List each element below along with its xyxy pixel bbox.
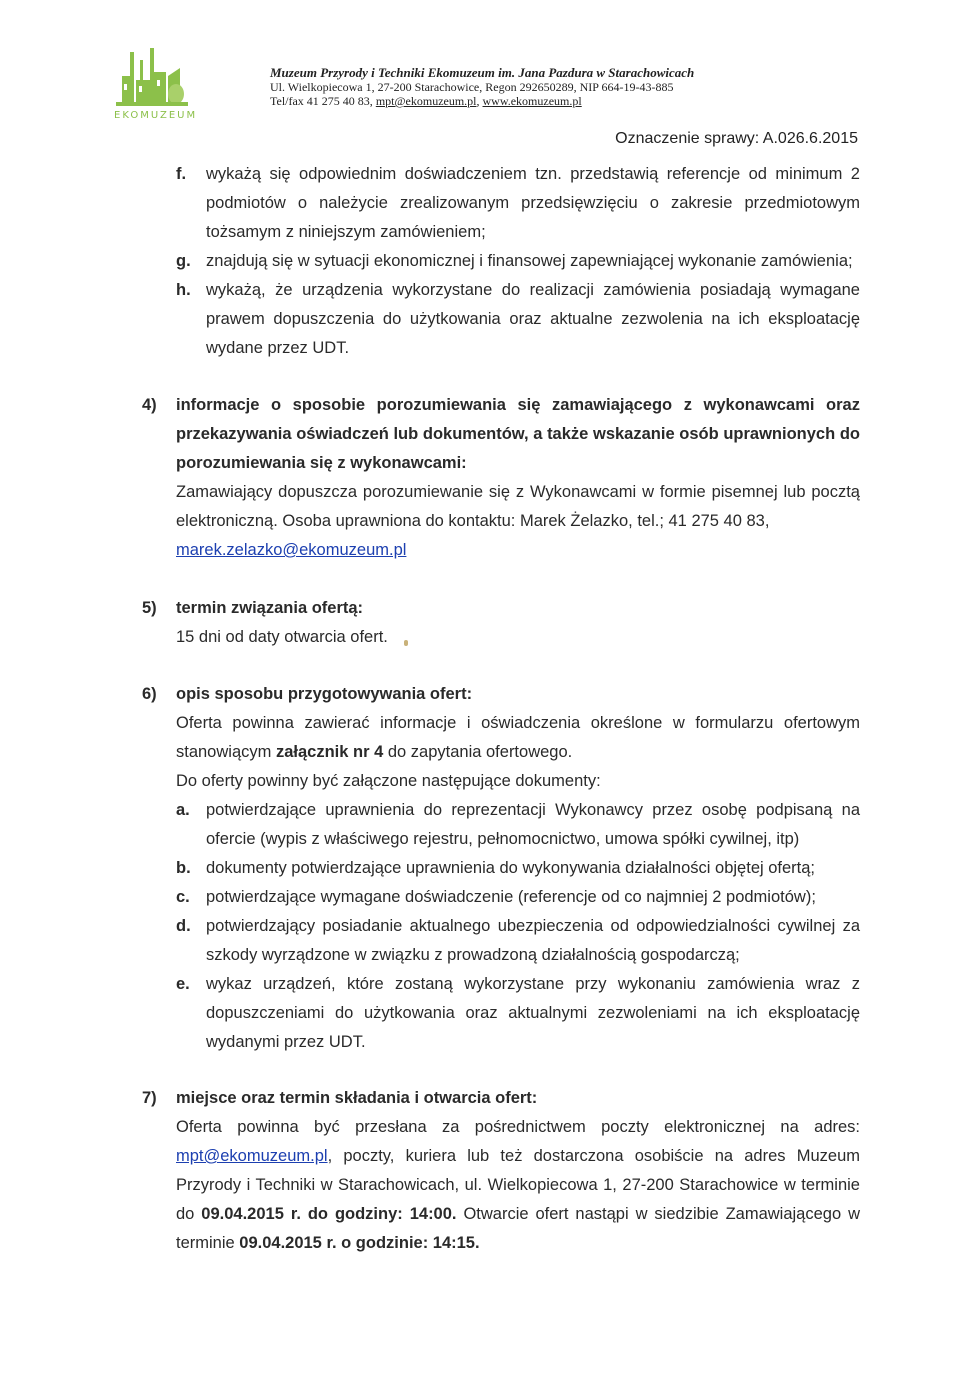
- condition-item: [0, 276, 960, 363]
- item-letter: a.: [176, 801, 190, 819]
- item-text: potwierdzające uprawnienia do reprezentacji Wykonawcy przez osobę podpisaną na ofercie (wypis z właściwego rejestru, pełnomocnictwo, umowa spółki cywilnej, itp): [206, 801, 860, 848]
- case-number: Oznaczenie sprawy: A.026.6.2015: [615, 130, 858, 147]
- letterhead: [270, 66, 750, 108]
- body-text: Oferta powinna być przesłana za pośrednictwem poczty elektronicznej na adres:: [176, 1118, 860, 1136]
- conditions-list: [0, 160, 960, 363]
- section-body: [0, 709, 960, 767]
- header-email-link[interactable]: mpt@ekomuzeum.pl: [375, 94, 477, 108]
- institution-contact: [270, 94, 750, 108]
- document-item: [0, 854, 960, 883]
- item-text: wykaz urządzeń, które zostaną wykorzystane przy wykonaniu zamówienia wraz z dopuszczeniami do użytkowania oraz aktualnymi zezwoleniami na ich eksploatację wydanymi przez UDT.: [206, 975, 860, 1051]
- section-number: 4): [142, 396, 157, 414]
- document-item: [0, 796, 960, 854]
- section-heading: termin związania ofertą:: [176, 599, 364, 617]
- condition-letter: f.: [176, 165, 187, 183]
- item-letter: d.: [176, 917, 191, 935]
- condition-letter: h.: [176, 281, 191, 299]
- documents-intro: Do oferty powinny być załączone następujące dokumenty:: [176, 772, 601, 790]
- section-heading: informacje o sposobie porozumiewania się zamawiającego z wykonawcami oraz przekazywania oświadczeń lub dokumentów, a także wskazanie osób uprawnionych do porozumiewania się z wykonawcami:: [176, 396, 860, 472]
- item-letter: e.: [176, 975, 190, 993]
- section-heading: miejsce oraz termin składania i otwarcia ofert:: [176, 1089, 538, 1107]
- condition-item: [0, 247, 960, 276]
- section-5: [0, 594, 960, 652]
- website-link[interactable]: www.ekomuzeum.pl: [482, 94, 582, 108]
- section-number: 7): [142, 1089, 157, 1107]
- item-text: potwierdzający posiadanie aktualnego ubezpieczenia od odpowiedzialności cywilnej za szkody wyrządzone w związku z prowadzoną działalnością gospodarczą;: [206, 917, 860, 964]
- section-number: 5): [142, 599, 157, 617]
- condition-letter: g.: [176, 252, 191, 270]
- section-body-text: Zamawiający dopuszcza porozumiewanie się z Wykonawcami w formie pisemnej lub pocztą elektroniczną. Osoba uprawniona do kontaktu: Marek Żelazko, tel.; 41 275 40 83,: [176, 483, 860, 530]
- section-body: 15 dni od daty otwarcia ofert.: [176, 628, 388, 646]
- attachment-ref: załącznik nr 4: [275, 743, 384, 761]
- body-text: , poczty, kuriera lub też dostarczona osobiście na adres Muzeum Przyrody i Techniki w Starachowicach, ul. Wielkopiecowa 1, 27-200 Starachowice w terminie do: [176, 1147, 860, 1223]
- phone-fax: Tel/fax 41 275 40 83,: [270, 94, 376, 108]
- section-7: [0, 1084, 960, 1258]
- section-6: [0, 680, 960, 1057]
- item-letter: b.: [176, 859, 191, 877]
- submission-deadline: 09.04.2015 r. do godziny: 14:00.: [201, 1205, 457, 1223]
- opening-date: 09.04.2015 r. o godzinie: 14:15.: [239, 1234, 480, 1252]
- document-item: [0, 883, 960, 912]
- document-item: [0, 970, 960, 1057]
- document-item: [0, 912, 960, 970]
- institution-name: Muzeum Przyrody i Techniki Ekomuzeum im. Jana Pazdura w Starachowicach: [270, 65, 695, 80]
- ekomuzeum-logo: [110, 46, 260, 124]
- section-body: [0, 1113, 960, 1258]
- item-letter: c.: [176, 888, 190, 906]
- section-number: 6): [142, 685, 157, 703]
- condition-text: znajdują się w sytuacji ekonomicznej i finansowej zapewniającej wykonanie zamówienia;: [206, 252, 853, 270]
- body-text: Oferta powinna zawierać informacje i oświadczenia określone w formularzu ofertowym stanowiącym: [176, 714, 860, 761]
- logo-wordmark: EKOMUZEUM: [114, 110, 198, 121]
- contact-email-link[interactable]: marek.zelazko@ekomuzeum.pl: [176, 541, 407, 559]
- separator: ,: [476, 94, 483, 108]
- item-text: dokumenty potwierdzające uprawnienia do wykonywania działalności objętej ofertą;: [206, 859, 816, 877]
- condition-item: [0, 160, 960, 247]
- section-heading: opis sposobu przygotowywania ofert:: [176, 685, 473, 703]
- body-text: do zapytania ofertowego.: [383, 743, 573, 761]
- condition-text: wykażą, że urządzenia wykorzystane do realizacji zamówienia posiadają wymagane prawem dopuszczenia do użytkowania oraz aktualne zezwolenia na ich eksploatację wydane przez UDT.: [206, 281, 860, 357]
- institution-address: Ul. Wielkopiecowa 1, 27-200 Starachowice, Regon 292650289, NIP 664-19-43-885: [270, 80, 674, 94]
- body-text: Otwarcie ofert nastąpi w siedzibie Zamawiającego w terminie: [176, 1205, 860, 1252]
- condition-text: wykażą się odpowiednim doświadczeniem tzn. przedstawią referencje od minimum 2 podmiotów o należycie zrealizowanym przedsięwzięciu o zakresie przedmiotowym tożsamym z niniejszym zamówieniem;: [206, 165, 860, 241]
- item-text: potwierdzające wymagane doświadczenie (referencje od co najmniej 2 podmiotów);: [206, 888, 816, 906]
- submission-email-link[interactable]: mpt@ekomuzeum.pl: [176, 1147, 328, 1165]
- scan-speck: [404, 640, 408, 646]
- section-body: [0, 478, 960, 565]
- section-4: [0, 391, 960, 565]
